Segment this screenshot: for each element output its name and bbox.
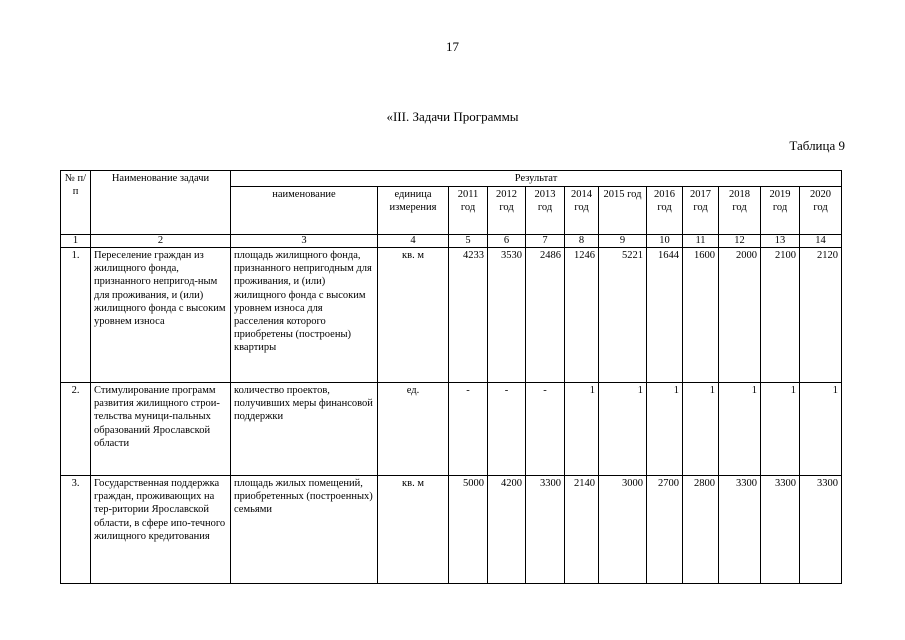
header-year: 2012 год (488, 187, 526, 235)
header-year: 2020 год (800, 187, 842, 235)
column-number: 11 (683, 235, 719, 248)
row-value: 3300 (526, 476, 565, 584)
row-unit: кв. м (378, 248, 449, 383)
column-number: 1 (61, 235, 91, 248)
column-number: 10 (647, 235, 683, 248)
row-value: 1 (800, 383, 842, 476)
column-number: 8 (565, 235, 599, 248)
header-unit: единица измерения (378, 187, 449, 235)
column-number: 6 (488, 235, 526, 248)
row-task: Стимулирование программ развития жилищного строи-тельства муници-пальных образований Ярославской области (91, 383, 231, 476)
table-label: Таблица 9 (789, 138, 845, 153)
header-year: 2014 год (565, 187, 599, 235)
row-value: 2120 (800, 248, 842, 383)
row-value: - (526, 383, 565, 476)
row-task: Государственная поддержка граждан, проживающих на тер-ритории Ярославской области, в сфере ипо-течного жилищного кредитования (91, 476, 231, 584)
column-number: 2 (91, 235, 231, 248)
row-value: 3300 (719, 476, 761, 584)
row-value: 4233 (449, 248, 488, 383)
row-num: 2. (61, 383, 91, 476)
row-value: 1644 (647, 248, 683, 383)
row-value: - (488, 383, 526, 476)
header-year: 2016 год (647, 187, 683, 235)
row-indicator: площадь жилищного фонда, признанного непригодным для проживания, и (или) жилищного фонда с высоким уровнем износа для расселения которого приобретены (построены) квартиры (231, 248, 378, 383)
page-number: 17 (446, 39, 459, 54)
row-value: 3530 (488, 248, 526, 383)
row-num: 1. (61, 248, 91, 383)
header-num: № п/п (61, 171, 91, 235)
row-value: 5221 (599, 248, 647, 383)
row-value: 3000 (599, 476, 647, 584)
row-value: 1 (683, 383, 719, 476)
row-value: 4200 (488, 476, 526, 584)
section-title: «III. Задачи Программы (386, 109, 519, 124)
row-value: 2000 (719, 248, 761, 383)
column-number: 9 (599, 235, 647, 248)
header-year: 2013 год (526, 187, 565, 235)
column-number: 4 (378, 235, 449, 248)
header-row-1 (61, 171, 842, 187)
row-value: 3300 (800, 476, 842, 584)
header-year: 2019 год (761, 187, 800, 235)
row-value: 2140 (565, 476, 599, 584)
header-name: наименование (231, 187, 378, 235)
column-number: 14 (800, 235, 842, 248)
header-task: Наименование задачи (91, 171, 231, 235)
column-number: 13 (761, 235, 800, 248)
row-value: 1600 (683, 248, 719, 383)
column-number: 12 (719, 235, 761, 248)
row-value: 2100 (761, 248, 800, 383)
header-year: 2015 год (599, 187, 647, 235)
header-year: 2011 год (449, 187, 488, 235)
tasks-table (60, 170, 842, 584)
row-value: 2486 (526, 248, 565, 383)
table-row (61, 476, 842, 584)
header-year: 2018 год (719, 187, 761, 235)
row-value: 1 (647, 383, 683, 476)
row-value: 2700 (647, 476, 683, 584)
header-year: 2017 год (683, 187, 719, 235)
row-value: 1 (599, 383, 647, 476)
column-number-row (61, 235, 842, 248)
row-unit: ед. (378, 383, 449, 476)
row-value: 1 (565, 383, 599, 476)
row-value: 5000 (449, 476, 488, 584)
row-value: - (449, 383, 488, 476)
column-number: 5 (449, 235, 488, 248)
row-value: 1 (719, 383, 761, 476)
row-value: 1 (761, 383, 800, 476)
column-number: 7 (526, 235, 565, 248)
row-value: 3300 (761, 476, 800, 584)
row-unit: кв. м (378, 476, 449, 584)
row-indicator: количество проектов, получивших меры финансовой поддержки (231, 383, 378, 476)
column-number: 3 (231, 235, 378, 248)
row-num: 3. (61, 476, 91, 584)
row-task: Переселение граждан из жилищного фонда, признанного непригод-ным для проживания, и (или) жилищного фонда с высоким уровнем износа (91, 248, 231, 383)
header-result: Результат (231, 171, 842, 187)
row-value: 1246 (565, 248, 599, 383)
row-value: 2800 (683, 476, 719, 584)
table-row (61, 248, 842, 383)
table-row (61, 383, 842, 476)
row-indicator: площадь жилых помещений, приобретенных (построенных) семьями (231, 476, 378, 584)
